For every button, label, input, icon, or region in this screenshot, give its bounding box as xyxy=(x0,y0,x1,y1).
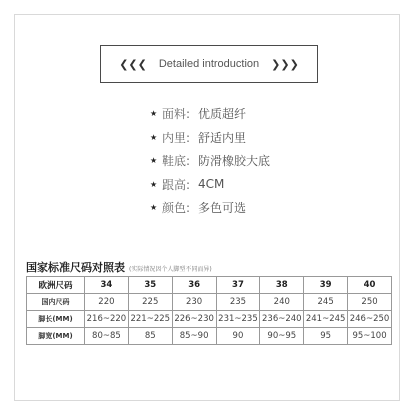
table-cell: 35 xyxy=(128,277,172,294)
spec-value: 多色可选 xyxy=(198,201,247,216)
table-cell: 95 xyxy=(304,328,348,345)
right-chevrons-icon: ❯❯❯ xyxy=(271,57,299,71)
spec-item-heel-height xyxy=(150,173,270,197)
table-cell: 246~250 xyxy=(348,311,392,328)
table-cell: 221~225 xyxy=(128,311,172,328)
spec-item-color xyxy=(150,196,270,220)
table-cell: 34 xyxy=(85,277,129,294)
spec-value: 防滑橡胶大底 xyxy=(198,154,271,169)
table-cell: 36 xyxy=(172,277,216,294)
star-icon: ★ xyxy=(150,156,158,166)
size-table xyxy=(26,276,392,345)
star-icon: ★ xyxy=(150,203,158,213)
star-icon: ★ xyxy=(150,132,158,142)
table-cell: 90 xyxy=(216,328,260,345)
table-cell: 90~95 xyxy=(260,328,304,345)
spec-value: 4CM xyxy=(198,177,225,192)
spec-label: 面料: xyxy=(162,107,191,122)
spec-value: 优质超纤 xyxy=(198,107,247,122)
row-label: 国内尺码 xyxy=(27,294,85,311)
table-row-eu-size xyxy=(27,277,392,294)
table-cell: 85~90 xyxy=(172,328,216,345)
table-cell: 241~245 xyxy=(304,311,348,328)
table-cell: 250 xyxy=(348,294,392,311)
intro-banner xyxy=(100,45,318,83)
table-cell: 38 xyxy=(260,277,304,294)
table-cell: 220 xyxy=(85,294,129,311)
row-label: 欧洲尺码 xyxy=(27,277,85,294)
star-icon: ★ xyxy=(150,179,158,189)
size-chart-heading xyxy=(26,259,212,275)
table-cell: 226~230 xyxy=(172,311,216,328)
spec-label: 颜色: xyxy=(162,201,191,216)
table-cell: 95~100 xyxy=(348,328,392,345)
table-row-foot-length xyxy=(27,311,392,328)
table-cell: 40 xyxy=(348,277,392,294)
row-label: 脚宽(MM) xyxy=(27,328,85,345)
table-cell: 245 xyxy=(304,294,348,311)
table-row-foot-width xyxy=(27,328,392,345)
spec-item-material xyxy=(150,102,270,126)
table-cell: 85 xyxy=(128,328,172,345)
table-cell: 80~85 xyxy=(85,328,129,345)
size-chart-title: 国家标准尺码对照表 xyxy=(26,261,125,274)
spec-list xyxy=(150,102,270,220)
spec-label: 跟高: xyxy=(162,177,191,192)
table-cell: 37 xyxy=(216,277,260,294)
table-cell: 225 xyxy=(128,294,172,311)
table-cell: 235 xyxy=(216,294,260,311)
table-cell: 236~240 xyxy=(260,311,304,328)
spec-label: 内里: xyxy=(162,130,191,145)
star-icon: ★ xyxy=(150,109,158,119)
intro-title: Detailed introduction xyxy=(158,58,260,70)
left-chevrons-icon: ❮❮❮ xyxy=(119,57,147,71)
table-cell: 240 xyxy=(260,294,304,311)
table-cell: 216~220 xyxy=(85,311,129,328)
spec-item-lining xyxy=(150,126,270,150)
size-chart-note: (实际情况因个人脚型不同而异) xyxy=(129,266,212,273)
spec-value: 舒适内里 xyxy=(198,130,247,145)
spec-item-sole xyxy=(150,149,270,173)
table-cell: 231~235 xyxy=(216,311,260,328)
table-row-cn-size xyxy=(27,294,392,311)
spec-label: 鞋底: xyxy=(162,154,191,169)
row-label: 脚长(MM) xyxy=(27,311,85,328)
table-cell: 230 xyxy=(172,294,216,311)
table-cell: 39 xyxy=(304,277,348,294)
